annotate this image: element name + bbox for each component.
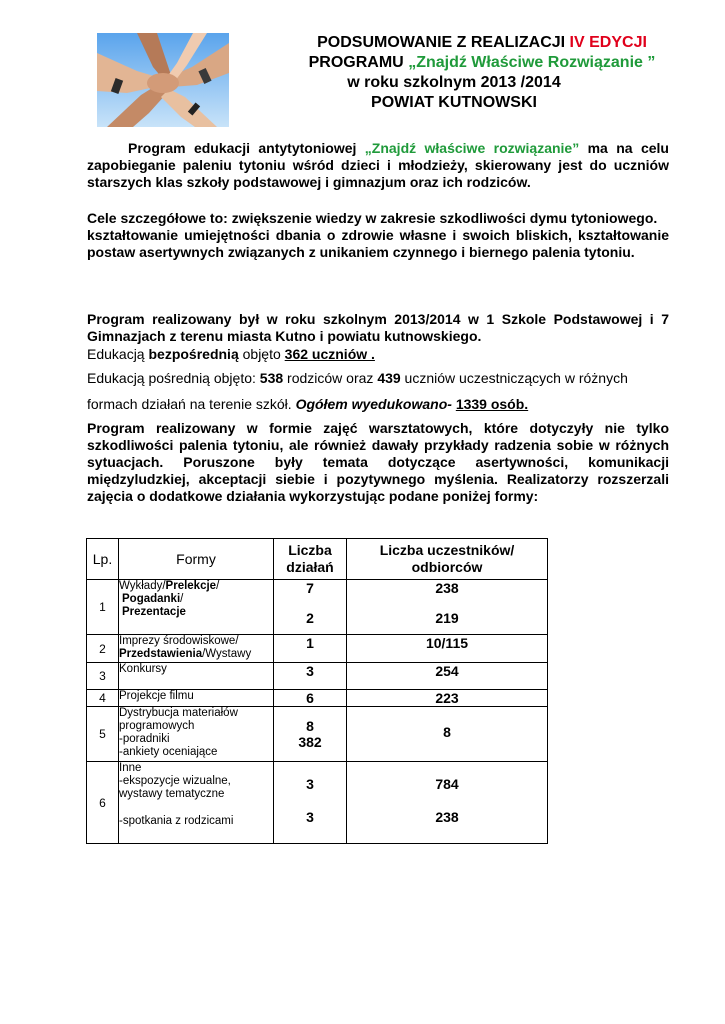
form-text: -poradniki — [119, 733, 170, 745]
count-value: 219 — [435, 610, 459, 626]
intro-suffix: ma na celu zapobieganie paleniu tytoniu wśród dzieci i młodzieży, skierowany jest do uczniów starszych klas szkoły podstawowej i gimnazjum oraz ich rodziców. — [87, 140, 669, 190]
direct-prefix: Edukacją — [87, 346, 149, 362]
title-line2: PROGRAMU — [308, 54, 409, 71]
direct-mid: objęto — [238, 346, 285, 362]
table-row — [87, 690, 548, 707]
actions-value: 2 — [306, 610, 314, 626]
row-count — [347, 580, 548, 635]
indirect-education-line — [87, 370, 628, 386]
actions-value: 3 — [306, 776, 314, 792]
actions-value: 3 — [306, 809, 314, 825]
row-count — [347, 762, 548, 844]
form-text: /Wystawy — [202, 648, 252, 660]
row-actions — [274, 707, 347, 762]
form-text-bold: Prezentacje — [122, 606, 186, 618]
row-actions: 6 — [274, 690, 347, 707]
total-line — [87, 396, 528, 412]
actions-value: 7 — [306, 580, 314, 596]
row-count: 10/115 — [347, 635, 548, 663]
form-text: -spotkania z rodzicami — [119, 815, 234, 827]
title-program-name: „Znajdź Właściwe Rozwiązanie ” — [408, 54, 656, 71]
form-text: Wykłady/ — [119, 580, 166, 592]
indirect-prefix: Edukacją pośrednią objęto: — [87, 370, 260, 386]
form-text-bold: Przedstawienia — [119, 648, 203, 660]
row-actions — [274, 580, 347, 635]
header-actions-line2: działań — [286, 559, 334, 575]
hands-photo — [97, 33, 229, 127]
row-form — [119, 762, 274, 844]
row-actions — [274, 762, 347, 844]
form-text: -ankiety oceniające — [119, 746, 218, 758]
realization-paragraph: Program realizowany był w roku szkolnym 2013/2014 w 1 Szkole Podstawowej i 7 Gimnazjach z terenu miasta Kutno i powiatu kutnowskiego. — [87, 311, 669, 344]
header-lp: Lp. — [87, 539, 119, 580]
form-text: Inne — [119, 762, 142, 774]
actions-value: 8 — [306, 718, 314, 734]
header-participants-line1: Liczba uczestników/ — [379, 542, 515, 558]
form-text-bold: Prelekcje — [165, 580, 217, 592]
header-actions-line1: Liczba — [288, 542, 332, 558]
header-participants — [347, 539, 548, 580]
direct-bold: bezpośrednią — [148, 346, 239, 362]
form-text: Imprezy środowiskowe/ — [119, 635, 239, 647]
form-text: / — [180, 593, 184, 605]
row-form — [119, 580, 274, 635]
form-text: programowych — [119, 720, 195, 732]
row-lp: 4 — [87, 690, 119, 707]
table-row — [87, 762, 548, 844]
row-actions: 3 — [274, 663, 347, 690]
row-form — [119, 707, 274, 762]
row-form: Konkursy — [119, 663, 274, 690]
row-lp: 1 — [87, 580, 119, 635]
header-forms: Formy — [119, 539, 274, 580]
count-value: 238 — [435, 809, 459, 825]
forms-prefix: formach działań na terenie szkół. — [87, 396, 296, 412]
title-line4: POWIAT KUTNOWSKI — [371, 94, 537, 111]
summary-paragraph: Program realizowany w formie zajęć warsztatowych, które dotyczyły nie tylko szkodliwości palenia tytoniu, ale również dawały przykłady radzenia sobie w różnych sytuacjach. Poruszone były temata dotyczące asertywności, komunikacji międzyludzkiej, akceptacji siebie i pozytywnego myślenia. Realizatorzy rozszerzali zajęcia o dodatkowe działania wykorzystując podane poniżej formy: — [87, 420, 669, 504]
goals-line2: kształtowanie umiejętności dbania o zdrowie własne i swoich bliskich, kształtowanie postaw asertywnych związanych z unikaniem czynnego i biernego palenia tytoniu. — [87, 227, 669, 260]
actions-value: 382 — [298, 734, 322, 750]
form-text: / — [216, 580, 220, 592]
row-count: 223 — [347, 690, 548, 707]
forms-table — [86, 538, 548, 844]
total-value: 1339 osób. — [455, 396, 529, 412]
header-actions — [274, 539, 347, 580]
row-form: Projekcje filmu — [119, 690, 274, 707]
total-label: Ogółem wyedukowano- — [295, 396, 456, 412]
form-text: Dystrybucja materiałów — [119, 707, 238, 719]
row-lp: 2 — [87, 635, 119, 663]
intro-prefix: Program edukacji antytytoniowej — [128, 140, 365, 156]
goals-paragraph — [87, 210, 669, 261]
indirect-suffix: uczniów uczestniczących w różnych — [400, 370, 628, 386]
table-row — [87, 663, 548, 690]
intro-paragraph — [87, 140, 669, 191]
title-edition: IV EDYCJI — [569, 34, 647, 51]
document-title — [262, 33, 702, 113]
row-actions: 1 — [274, 635, 347, 663]
title-line1: PODSUMOWANIE Z REALIZACJI — [317, 34, 570, 51]
indirect-mid: rodziców oraz — [283, 370, 378, 386]
row-count: 254 — [347, 663, 548, 690]
intro-program-name: „Znajdź właściwe rozwiązanie” — [364, 140, 580, 156]
row-form — [119, 635, 274, 663]
form-text: wystawy tematyczne — [119, 788, 225, 800]
indirect-students: 439 — [377, 370, 401, 386]
header-participants-line2: odbiorców — [411, 559, 483, 575]
form-text-bold: Pogadanki — [122, 593, 181, 605]
direct-count: 362 uczniów . — [284, 346, 375, 362]
table-row — [87, 707, 548, 762]
table-header-row — [87, 539, 548, 580]
row-lp: 5 — [87, 707, 119, 762]
table-row — [87, 635, 548, 663]
direct-education-line — [87, 346, 375, 362]
count-value: 784 — [435, 776, 459, 792]
row-lp: 3 — [87, 663, 119, 690]
row-lp: 6 — [87, 762, 119, 844]
indirect-parents: 538 — [259, 370, 284, 386]
goals-line1: Cele szczegółowe to: zwiększenie wiedzy w zakresie szkodliwości dymu tytoniowego. — [87, 210, 658, 226]
hands-image-icon — [97, 33, 229, 127]
title-line3: w roku szkolnym 2013 /2014 — [347, 74, 561, 91]
table-row — [87, 580, 548, 635]
count-value: 238 — [435, 580, 459, 596]
row-count: 8 — [347, 707, 548, 762]
form-text: -ekspozycje wizualne, — [119, 775, 231, 787]
